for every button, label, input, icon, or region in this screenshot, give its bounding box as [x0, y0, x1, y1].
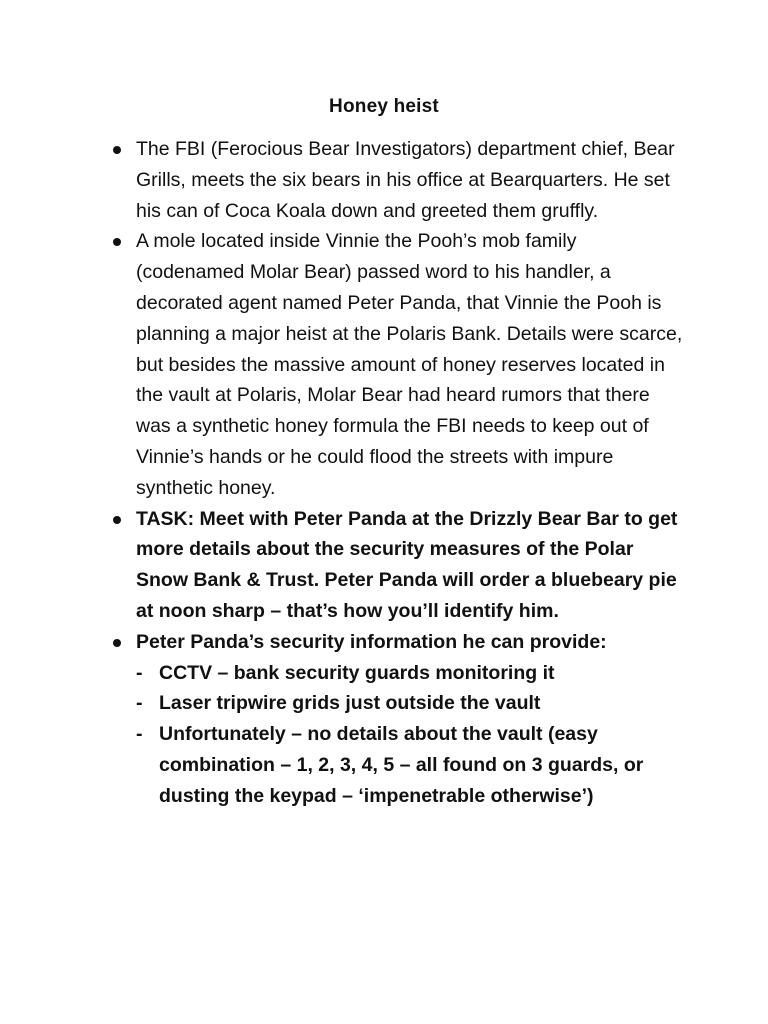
list-item: [108, 627, 688, 812]
bullet-text-task: TASK: Meet with Peter Panda at the Drizzly Bear Bar to get more details about the security measures of the Polar Snow Bank & Trust. Peter Panda will order a bluebeary pie at noon sharp – that’s how you’ll identify him.: [136, 507, 678, 622]
bullet-icon: [113, 516, 121, 524]
bullet-text-security-info: Peter Panda’s security information he can provide:: [136, 630, 607, 653]
bullet-text-mole-report: A mole located inside Vinnie the Pooh’s mob family (codenamed Molar Bear) passed word to his handler, a decorated agent named Peter Panda, that Vinnie the Pooh is planning a major heist at the Polaris Bank. Details were scarce, but besides the massive amount of honey reserves located in the vault at Polaris, Molar Bear had heard rumors that there was a synthetic honey formula the FBI needs to keep out of Vinnie’s hands or he could flood the streets with impure synthetic honey.: [136, 230, 683, 499]
sub-list-item: [136, 719, 688, 811]
list-item: [108, 504, 688, 627]
dash-icon: -: [136, 692, 143, 715]
bullet-text-fbi-chief: The FBI (Ferocious Bear Investigators) department chief, Bear Grills, meets the six bears in his office at Bearquarters. He set his can of Coca Koala down and greeted them gruffly.: [136, 138, 675, 222]
bullet-list: [108, 134, 688, 812]
bullet-icon: [113, 146, 121, 154]
list-item: [108, 226, 688, 503]
sub-item-text-cctv: CCTV – bank security guards monitoring it: [159, 661, 555, 684]
bullet-icon: [113, 238, 121, 246]
security-sub-list: [136, 658, 688, 812]
dash-icon: -: [136, 661, 143, 684]
sub-item-text-vault: Unfortunately – no details about the vault (easy combination – 1, 2, 3, 4, 5 – all found on 3 guards, or dusting the keypad – ‘impenetrable otherwise’): [159, 723, 644, 807]
document-title: Honey heist: [329, 96, 439, 117]
sub-item-text-laser: Laser tripwire grids just outside the vault: [159, 692, 541, 715]
list-item: [108, 134, 688, 226]
dash-icon: -: [136, 723, 143, 746]
sub-list-item: [136, 688, 688, 719]
bullet-icon: [113, 639, 121, 647]
sub-list-item: [136, 658, 688, 689]
